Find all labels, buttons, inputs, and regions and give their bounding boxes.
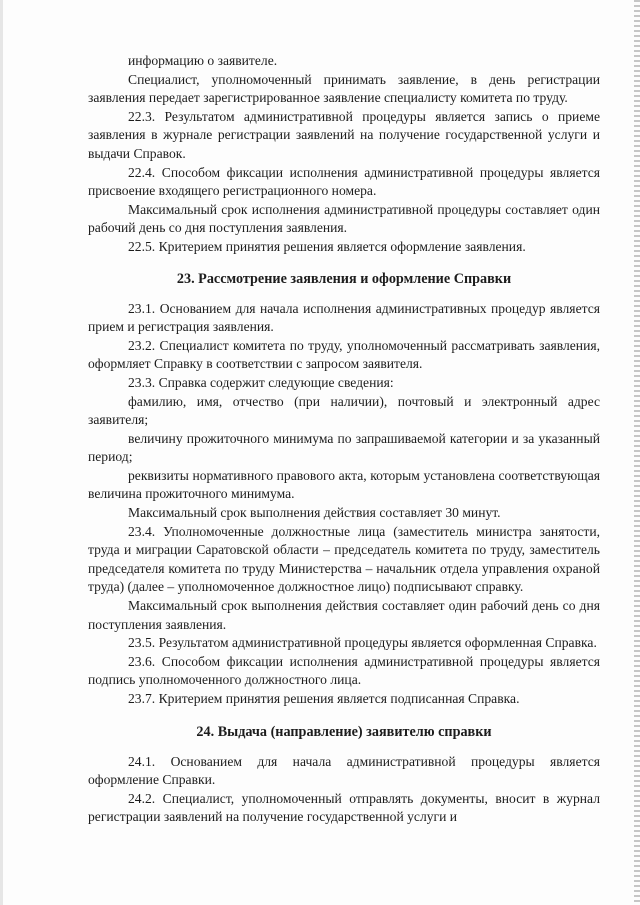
paragraph: Максимальный срок исполнения административной процедуры составляет один рабочий день со дня поступления заявления. [88, 201, 600, 236]
paragraph: реквизиты нормативного правового акта, которым установлена соответствующая величина прожиточного минимума. [88, 467, 600, 502]
paragraph: Специалист, уполномоченный принимать заявление, в день регистрации заявления передает зарегистрированное заявление специалисту комитета по труду. [88, 71, 600, 106]
paragraph: Максимальный срок выполнения действия составляет один рабочий день со дня поступления заявления. [88, 598, 600, 632]
paragraph: информацию о заявителе. [128, 53, 278, 68]
section-heading: 23. Рассмотрение заявления и оформление Справки [176, 270, 512, 287]
paragraph: 23.4. Уполномоченные должностные лица (заместитель министра занятости, труда и миграции Саратовской области – председатель комитета по труду, заместитель председателя комитета по труду Министерства – начальник отдела управления охраной труда) (далее – уполномоченное должностное лицо) подписывают справку. [88, 523, 600, 595]
paragraph: 22.3. Результатом административной процедуры является запись о приеме заявления в журнале регистрации заявлений на получение государственной услуги и выдачи Справок. [88, 108, 600, 161]
paragraph: 23.5. Результатом административной процедуры является оформленная Справка. [128, 635, 597, 651]
paragraph: Максимальный срок выполнения действия составляет 30 минут. [128, 505, 501, 521]
paragraph: 23.2. Специалист комитета по труду, уполномоченный рассматривать заявления, оформляет Справку в соответствии с запросом заявителя. [88, 337, 600, 372]
paragraph: 24.2. Специалист, уполномоченный отправлять документы, вносит в журнал регистрации заявлений на получение государственной услуги и [88, 790, 600, 825]
paragraph: фамилию, имя, отчество (при наличии), почтовый и электронный адрес заявителя; [88, 393, 600, 428]
paragraph: 22.5. Критерием принятия решения является оформление заявления. [128, 238, 526, 254]
document-body [88, 52, 600, 827]
paragraph: 23.3. Справка содержит следующие сведения: [128, 374, 394, 390]
paragraph: 23.1. Основанием для начала исполнения административных процедур является прием и регистрация заявления. [88, 300, 600, 335]
scan-right-edge [634, 0, 640, 905]
paragraph: 23.7. Критерием принятия решения является подписанная Справка. [128, 691, 520, 706]
section-heading: 24. Выдача (направление) заявителю справки [196, 723, 492, 740]
scan-left-edge [0, 0, 3, 905]
paragraph: 24.1. Основанием для начала административной процедуры является оформление Справки. [88, 753, 600, 788]
paragraph: величину прожиточного минимума по запрашиваемой категории и за указанный период; [88, 430, 600, 465]
paragraph: 23.6. Способом фиксации исполнения административной процедуры является подпись уполномоченного должностного лица. [88, 653, 600, 688]
paragraph: 22.4. Способом фиксации исполнения административной процедуры является присвоение входящего регистрационного номера. [88, 164, 600, 199]
